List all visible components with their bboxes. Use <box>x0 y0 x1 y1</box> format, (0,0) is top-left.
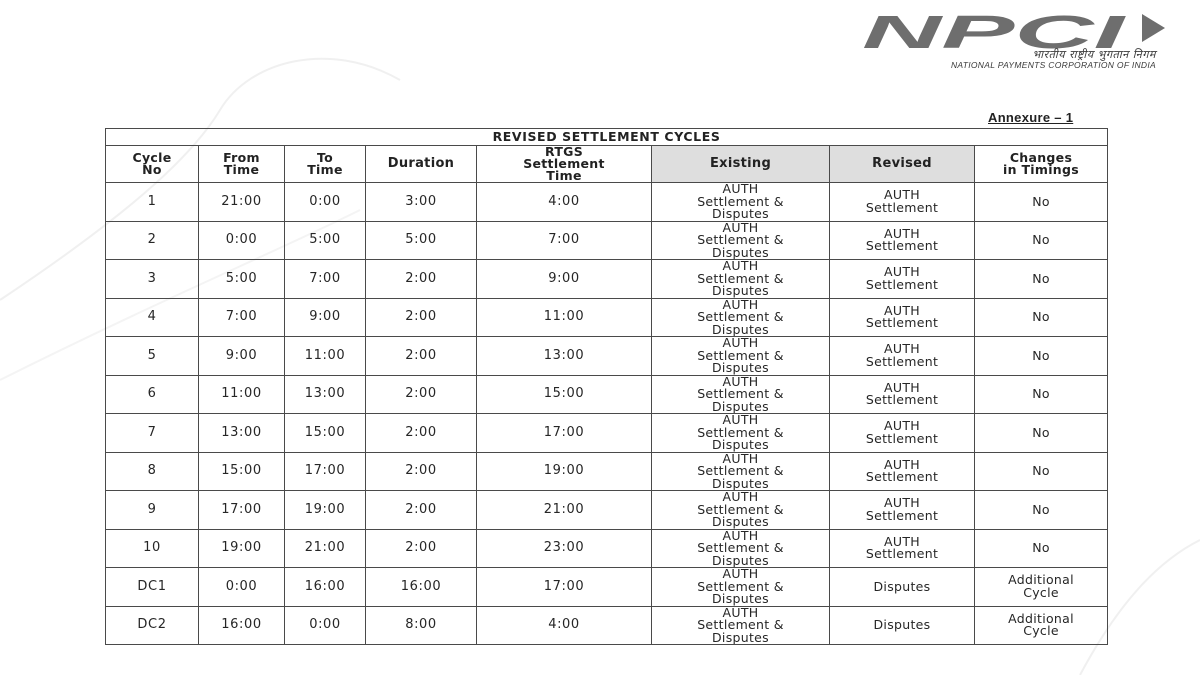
logo-hindi-text: भारतीय राष्ट्रीय भुगतान निगम <box>1032 48 1156 61</box>
cell-line: Disputes <box>712 514 769 529</box>
cell-changes-in-timings <box>975 337 1108 376</box>
cell-existing <box>652 568 830 607</box>
cell-to-time: 13:00 <box>285 375 366 414</box>
cell-duration: 2:00 <box>366 298 477 337</box>
cell-changes-in-timings <box>975 183 1108 222</box>
cell-line: Settlement <box>865 353 939 369</box>
cell-revised <box>830 221 975 260</box>
cell-revised <box>830 414 975 453</box>
logo-wordmark: NPCI <box>862 10 1127 54</box>
table-row <box>106 337 1108 376</box>
cell-cycle-no: 10 <box>106 529 199 568</box>
cell-line: No <box>1032 270 1050 286</box>
table-title: REVISED SETTLEMENT CYCLES <box>106 129 1108 146</box>
cell-rtgs-settlement-time: 23:00 <box>477 529 652 568</box>
col-header-revised: Revised <box>830 146 975 183</box>
cell-line: Cycle <box>1023 623 1059 639</box>
cell-cycle-no: 2 <box>106 221 199 260</box>
cell-line: No <box>1032 424 1050 440</box>
cell-duration: 2:00 <box>366 337 477 376</box>
col-header-to-time <box>285 146 366 183</box>
col-header-changes-in-timings <box>975 146 1108 183</box>
cell-revised <box>830 298 975 337</box>
cell-existing <box>652 452 830 491</box>
header-line: Changes <box>1009 150 1073 165</box>
settlement-cycles-table <box>105 128 1108 645</box>
table-body <box>106 183 1108 645</box>
cell-from-time: 11:00 <box>199 375 285 414</box>
cell-line: Settlement & <box>697 232 784 247</box>
cell-changes-in-timings <box>975 491 1108 530</box>
cell-rtgs-settlement-time: 4:00 <box>477 606 652 645</box>
cell-line: Settlement & <box>697 193 784 209</box>
cell-line: Disputes <box>712 591 769 606</box>
cell-cycle-no: 5 <box>106 337 199 376</box>
cell-changes-in-timings <box>975 375 1108 414</box>
cell-revised <box>830 529 975 568</box>
cell-changes-in-timings <box>975 452 1108 491</box>
cell-duration: 2:00 <box>366 529 477 568</box>
cell-cycle-no: 8 <box>106 452 199 491</box>
col-header-from-time <box>199 146 285 183</box>
cell-rtgs-settlement-time: 11:00 <box>477 298 652 337</box>
cell-to-time: 11:00 <box>285 337 366 376</box>
cell-from-time: 21:00 <box>199 183 285 222</box>
cell-cycle-no: 3 <box>106 260 199 299</box>
cell-cycle-no: DC1 <box>106 568 199 607</box>
header-line: To <box>316 150 334 165</box>
cell-line: No <box>1032 347 1050 363</box>
cell-line: Cycle <box>1023 584 1059 600</box>
cell-revised <box>830 491 975 530</box>
cell-revised <box>830 452 975 491</box>
cell-revised <box>830 337 975 376</box>
cell-from-time: 15:00 <box>199 452 285 491</box>
cell-changes-in-timings <box>975 568 1108 607</box>
cell-duration: 2:00 <box>366 375 477 414</box>
cell-changes-in-timings <box>975 606 1108 645</box>
cell-cycle-no: 6 <box>106 375 199 414</box>
logo-english-text: NATIONAL PAYMENTS CORPORATION OF INDIA <box>950 60 1156 70</box>
cell-cycle-no: 1 <box>106 183 199 222</box>
header-line: Time <box>307 162 343 177</box>
cell-changes-in-timings <box>975 298 1108 337</box>
cell-changes-in-timings <box>975 221 1108 260</box>
cell-line: AUTH <box>722 529 759 543</box>
header-line: Settlement <box>523 156 605 171</box>
cell-line: Settlement <box>865 199 939 215</box>
cell-line: Additional <box>1008 610 1074 626</box>
table-row <box>106 452 1108 491</box>
cell-line: Disputes <box>873 617 931 632</box>
cell-rtgs-settlement-time: 9:00 <box>477 260 652 299</box>
table-row <box>106 183 1108 222</box>
cell-rtgs-settlement-time: 17:00 <box>477 568 652 607</box>
col-header-rtgs-settlement-time <box>477 146 652 183</box>
cell-to-time: 17:00 <box>285 452 366 491</box>
cell-line: AUTH <box>884 302 920 318</box>
table-row <box>106 491 1108 530</box>
cell-line: Settlement <box>865 469 939 485</box>
cell-existing <box>652 375 830 414</box>
cell-line: AUTH <box>884 187 920 203</box>
cell-line: Settlement <box>865 430 939 446</box>
cell-existing <box>652 606 830 645</box>
cell-changes-in-timings <box>975 260 1108 299</box>
cell-line: AUTH <box>722 182 759 196</box>
cell-rtgs-settlement-time: 7:00 <box>477 221 652 260</box>
cell-existing <box>652 337 830 376</box>
table-row <box>106 606 1108 645</box>
cell-existing <box>652 529 830 568</box>
cell-duration: 2:00 <box>366 260 477 299</box>
cell-line: Settlement & <box>697 463 784 478</box>
col-header-existing: Existing <box>652 146 830 183</box>
cell-line: AUTH <box>722 375 759 389</box>
cell-line: Disputes <box>712 629 769 645</box>
cell-to-time: 15:00 <box>285 414 366 453</box>
cell-from-time: 19:00 <box>199 529 285 568</box>
cell-existing <box>652 183 830 222</box>
table-row <box>106 298 1108 337</box>
table-row <box>106 568 1108 607</box>
cell-from-time: 0:00 <box>199 221 285 260</box>
cell-line: AUTH <box>884 225 920 241</box>
cell-to-time: 0:00 <box>285 183 366 222</box>
logo-arrow-icon <box>1142 14 1165 42</box>
cell-line: AUTH <box>884 264 920 280</box>
cell-line: No <box>1032 463 1050 478</box>
cell-existing <box>652 260 830 299</box>
cell-line: No <box>1032 309 1050 324</box>
cell-line: No <box>1032 540 1050 555</box>
cell-duration: 2:00 <box>366 414 477 453</box>
cell-changes-in-timings <box>975 414 1108 453</box>
cell-line: AUTH <box>722 413 759 427</box>
cell-from-time: 9:00 <box>199 337 285 376</box>
npci-logo <box>846 10 1176 74</box>
cell-cycle-no: 9 <box>106 491 199 530</box>
cell-line: No <box>1032 386 1050 401</box>
cell-to-time: 9:00 <box>285 298 366 337</box>
header-line: Time <box>546 168 582 183</box>
col-header-duration: Duration <box>366 146 477 183</box>
cell-line: Disputes <box>712 552 769 568</box>
cell-line: AUTH <box>722 221 759 235</box>
cell-line: Settlement & <box>697 540 784 555</box>
cell-line: Settlement & <box>697 501 784 517</box>
cell-line: Disputes <box>873 578 931 594</box>
col-header-cycle-no <box>106 146 199 183</box>
cell-line: Settlement & <box>697 578 784 594</box>
cell-revised <box>830 260 975 299</box>
cell-duration: 16:00 <box>366 568 477 607</box>
cell-cycle-no: 4 <box>106 298 199 337</box>
cell-to-time: 16:00 <box>285 568 366 607</box>
cell-line: Settlement <box>865 546 939 562</box>
cell-to-time: 7:00 <box>285 260 366 299</box>
cell-line: Disputes <box>712 398 769 414</box>
cell-line: Settlement & <box>697 386 784 401</box>
cell-line: No <box>1032 232 1050 247</box>
header-line: Cycle <box>132 150 172 165</box>
cell-line: Settlement <box>865 276 939 292</box>
cell-line: Disputes <box>712 244 769 260</box>
cell-line: AUTH <box>884 418 920 434</box>
cell-line: Settlement & <box>697 270 784 286</box>
cell-line: AUTH <box>884 533 920 549</box>
cell-line: No <box>1032 193 1050 209</box>
cell-from-time: 5:00 <box>199 260 285 299</box>
header-line: From <box>223 150 260 165</box>
cell-line: AUTH <box>722 259 759 273</box>
cell-from-time: 17:00 <box>199 491 285 530</box>
header-line: No <box>142 162 162 177</box>
cell-revised <box>830 375 975 414</box>
cell-line: AUTH <box>884 341 920 357</box>
cell-existing <box>652 298 830 337</box>
cell-line: Settlement & <box>697 424 784 440</box>
cell-line: Settlement <box>865 507 939 523</box>
cell-to-time: 19:00 <box>285 491 366 530</box>
cell-line: Disputes <box>712 283 769 298</box>
cell-rtgs-settlement-time: 4:00 <box>477 183 652 222</box>
cell-duration: 3:00 <box>366 183 477 222</box>
header-line: in Timings <box>1003 162 1079 177</box>
cell-line: Disputes <box>712 206 769 221</box>
cell-revised <box>830 568 975 607</box>
cell-line: Settlement & <box>697 309 784 324</box>
cell-line: Disputes <box>712 321 769 337</box>
cell-line: AUTH <box>884 379 920 395</box>
header-line: Time <box>223 162 260 177</box>
table-row <box>106 221 1108 260</box>
cell-changes-in-timings <box>975 529 1108 568</box>
cell-to-time: 0:00 <box>285 606 366 645</box>
cell-rtgs-settlement-time: 21:00 <box>477 491 652 530</box>
cell-existing <box>652 221 830 260</box>
cell-duration: 2:00 <box>366 491 477 530</box>
cell-line: Disputes <box>712 360 769 375</box>
cell-rtgs-settlement-time: 17:00 <box>477 414 652 453</box>
cell-duration: 8:00 <box>366 606 477 645</box>
cell-line: Disputes <box>712 437 769 452</box>
table-row <box>106 414 1108 453</box>
cell-line: AUTH <box>722 567 759 581</box>
cell-duration: 2:00 <box>366 452 477 491</box>
cell-rtgs-settlement-time: 13:00 <box>477 337 652 376</box>
cell-line: Settlement <box>865 238 939 254</box>
cell-revised <box>830 183 975 222</box>
cell-rtgs-settlement-time: 15:00 <box>477 375 652 414</box>
cell-from-time: 0:00 <box>199 568 285 607</box>
cell-line: AUTH <box>722 336 759 350</box>
cell-line: Additional <box>1008 572 1074 588</box>
cell-revised <box>830 606 975 645</box>
table-row <box>106 375 1108 414</box>
cell-existing <box>652 414 830 453</box>
cell-duration: 5:00 <box>366 221 477 260</box>
cell-from-time: 13:00 <box>199 414 285 453</box>
header-line: RTGS <box>544 145 584 159</box>
cell-from-time: 16:00 <box>199 606 285 645</box>
cell-line: Settlement <box>865 392 939 408</box>
cell-line: AUTH <box>722 452 759 466</box>
annexure-label: Annexure – 1 <box>988 110 1074 125</box>
table-row <box>106 260 1108 299</box>
table-row <box>106 529 1108 568</box>
cell-line: Settlement & <box>697 617 784 632</box>
cell-cycle-no: 7 <box>106 414 199 453</box>
cell-line: AUTH <box>722 298 759 312</box>
cell-existing <box>652 491 830 530</box>
cell-line: Disputes <box>712 475 769 491</box>
cell-to-time: 5:00 <box>285 221 366 260</box>
cell-line: No <box>1032 501 1050 517</box>
cell-line: AUTH <box>722 606 759 620</box>
cell-rtgs-settlement-time: 19:00 <box>477 452 652 491</box>
cell-line: Settlement <box>865 315 939 331</box>
cell-line: Settlement & <box>697 347 784 363</box>
cell-to-time: 21:00 <box>285 529 366 568</box>
cell-line: AUTH <box>722 490 759 504</box>
cell-cycle-no: DC2 <box>106 606 199 645</box>
cell-from-time: 7:00 <box>199 298 285 337</box>
cell-line: AUTH <box>884 456 920 472</box>
cell-line: AUTH <box>884 495 920 511</box>
